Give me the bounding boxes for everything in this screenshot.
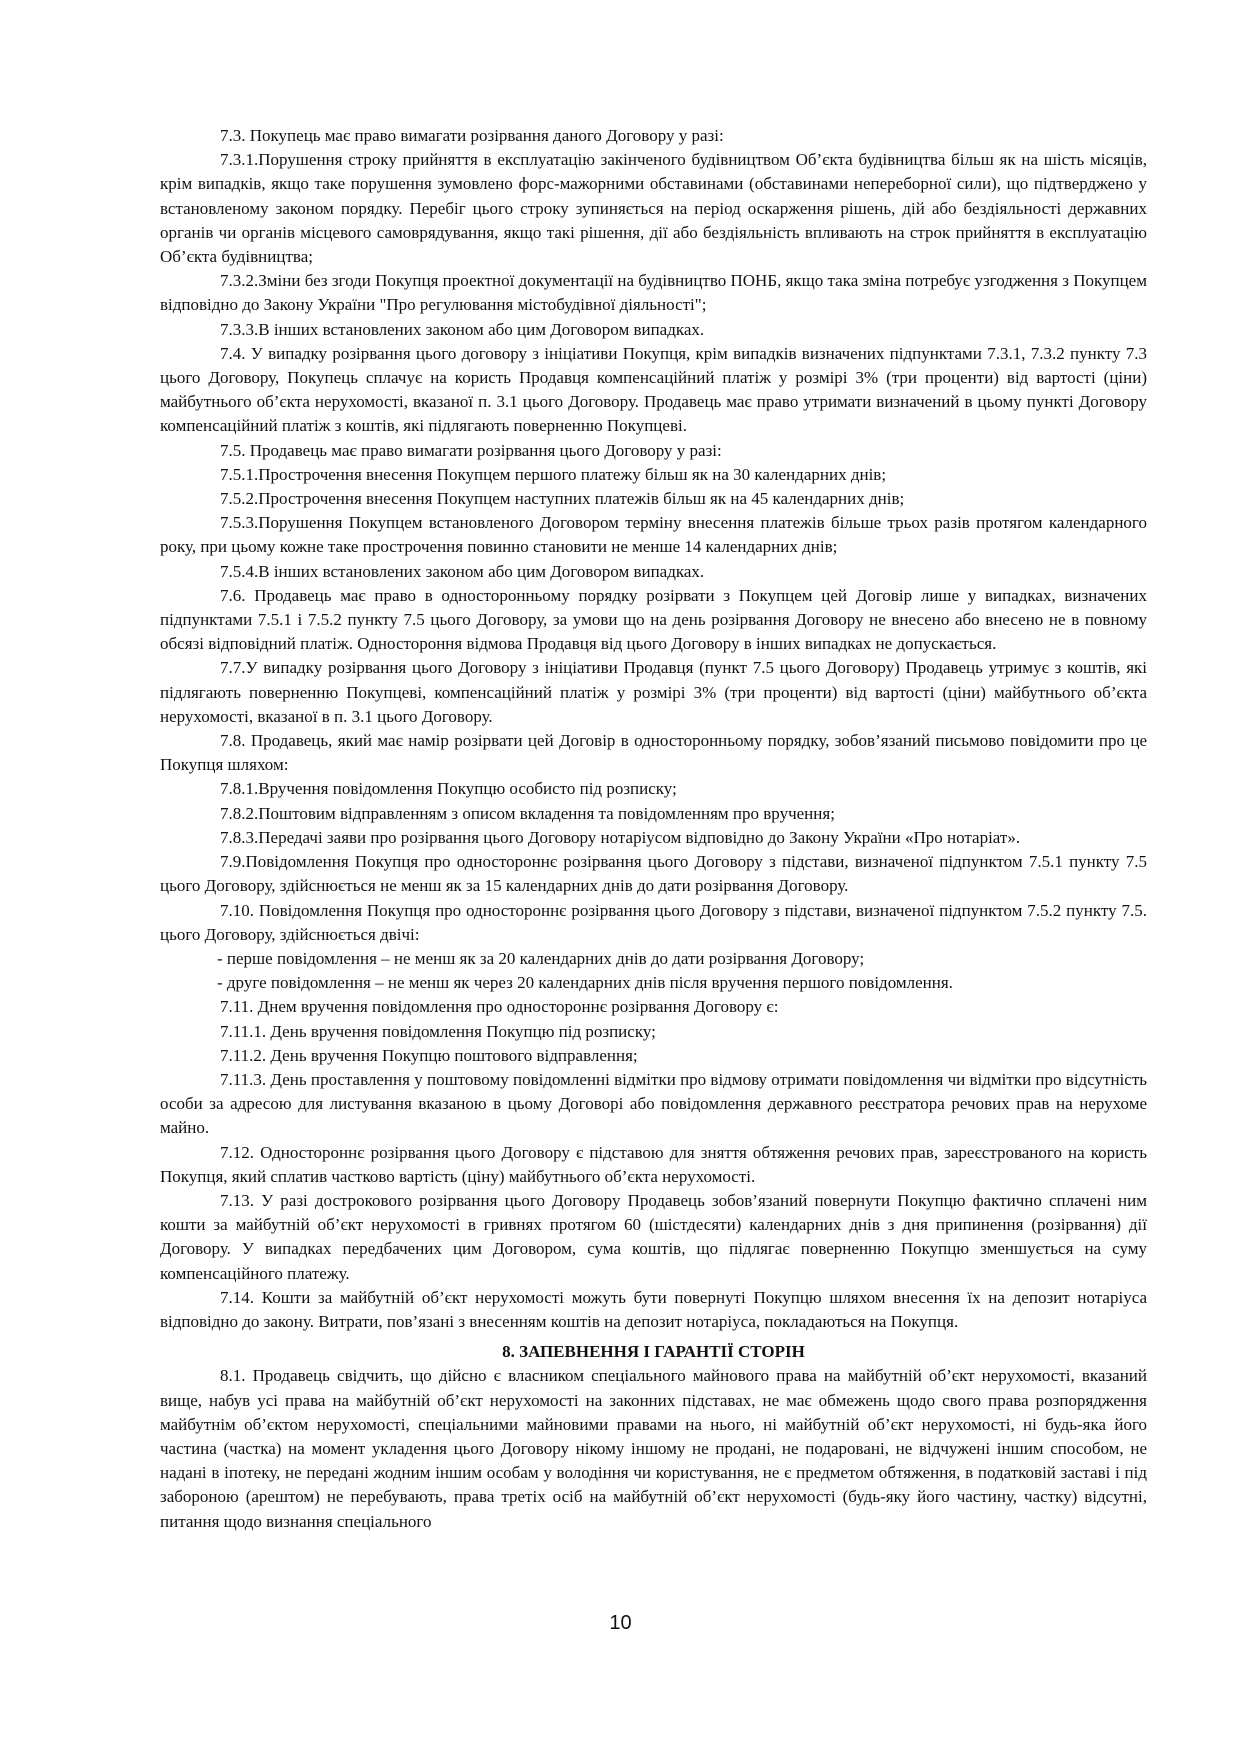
paragraph: 7.6. Продавець має право в односторонньому порядку розірвати з Покупцем цей Договір лише у випадках, визначених підпунктами 7.5.1 і 7.5.2 пункту 7.5 цього Договору, за умови що на день розірвання Договору не внесено або внесено не в повному обсязі відповідний платіж. Одностороння відмова Продавця від цього Договору в інших випадках не допускається. <box>160 585 1147 654</box>
paragraph: 7.5.4.В інших встановлених законом або цим Договором випадках. <box>220 561 705 581</box>
paragraph: 7.4. У випадку розірвання цього договору з ініціативи Покупця, крім випадків визначених підпунктами 7.3.1, 7.3.2 пункту 7.3 цього Договору, Покупець сплачує на користь Продавця компенсаційний платіж у розмірі 3% (три проценти) від вартості (ціни) майбутнього об’єкта нерухомості, вказаної п. 3.1 цього Договору. Продавець має право утримати визначений в цьому пункті Договору компенсаційний платіж з коштів, які підлягають поверненню Покупцеві. <box>160 343 1147 436</box>
paragraph: 7.5. Продавець має право вимагати розірвання цього Договору у разі: <box>220 440 722 460</box>
paragraph: 7.11.1. День вручення повідомлення Покупцю під розписку; <box>220 1021 656 1041</box>
paragraph: 7.13. У разі дострокового розірвання цього Договору Продавець зобов’язаний повернути Покупцю фактично сплачені ним кошти за майбутній об’єкт нерухомості в гривнях протягом 60 (шістдесяти) календарних днів з дня припинення (розірвання) дії Договору. У випадках передбачених цим Договором, сума коштів, що підлягає поверненню Покупцю зменшується на суму компенсаційного платежу. <box>160 1190 1147 1283</box>
section-heading: 8. ЗАПЕВНЕННЯ І ГАРАНТІЇ СТОРІН <box>502 1342 805 1362</box>
paragraph: 7.10. Повідомлення Покупця про одностороннє розірвання цього Договору з підстави, визначеної підпунктом 7.5.2 пункту 7.5. цього Договору, здійснюється двічі: <box>160 900 1147 944</box>
page-number: 10 <box>609 1612 632 1634</box>
bullet-item: - перше повідомлення – не менш як за 20 календарних днів до дати розірвання Договору; <box>217 948 865 968</box>
document-body <box>160 124 1147 1534</box>
paragraph: 7.9.Повідомлення Покупця про одностороннє розірвання цього Договору з підстави, визначеної підпунктом 7.5.1 пункту 7.5 цього Договору, здійснюється не менш як за 15 календарних днів до дати розірвання Договору. <box>160 852 1147 896</box>
paragraph: 7.5.3.Порушення Покупцем встановленого Договором терміну внесення платежів більше трьох разів протягом календарного року, при цьому кожне таке прострочення повинно становити не менше 14 календарних днів; <box>160 513 1147 557</box>
paragraph: 7.8.3.Передачі заяви про розірвання цього Договору нотаріусом відповідно до Закону України «Про нотаріат». <box>220 827 1021 847</box>
paragraph: 7.8.1.Вручення повідомлення Покупцю особисто під розписку; <box>220 779 677 799</box>
paragraph: 7.11. Днем вручення повідомлення про одностороннє розірвання Договору є: <box>220 997 779 1017</box>
paragraph: 7.3.2.Зміни без згоди Покупця проектної документації на будівництво ПОНБ, якщо така зміна потребує узгодження з Покупцем відповідно до Закону України "Про регулювання містобудівної діяльності"; <box>160 271 1147 315</box>
paragraph: 7.3.3.В інших встановлених законом або цим Договором випадках. <box>220 319 705 339</box>
paragraph: 7.5.2.Прострочення внесення Покупцем наступних платежів більш як на 45 календарних днів; <box>220 489 905 509</box>
paragraph: 7.14. Кошти за майбутній об’єкт нерухомості можуть бути повернуті Покупцю шляхом внесення їх на депозит нотаріуса відповідно до закону. Витрати, пов’язані з внесенням коштів на депозит нотаріуса, покладаються на Покупця. <box>160 1287 1147 1331</box>
bullet-item: - друге повідомлення – не менш як через 20 календарних днів після вручення першого повідомлення. <box>217 973 953 993</box>
paragraph: 7.11.3. День проставлення у поштовому повідомленні відмітки про відмову отримати повідомлення чи відмітки про відсутність особи за адресою для листування вказаною в цьому Договорі або повідомлення державного реєстратора речових прав на нерухоме майно. <box>160 1069 1147 1138</box>
paragraph: 7.3. Покупець має право вимагати розірвання даного Договору у разі: <box>220 126 724 145</box>
paragraph: 7.8. Продавець, який має намір розірвати цей Договір в односторонньому порядку, зобов’язаний письмово повідомити про це Покупця шляхом: <box>160 731 1147 775</box>
paragraph: 7.7.У випадку розірвання цього Договору з ініціативи Продавця (пункт 7.5 цього Договору) Продавець утримує з коштів, які підлягають поверненню Покупцеві, компенсаційний платіж у розмірі 3% (три проценти) від вартості (ціни) майбутнього об’єкта нерухомості, вказаної в п. 3.1 цього Договору. <box>160 658 1147 726</box>
paragraph: 7.12. Одностороннє розірвання цього Договору є підставою для зняття обтяження речових прав, зареєстрованого на користь Покупця, який сплатив частково вартість (ціну) майбутнього об’єкта нерухомості. <box>160 1142 1147 1186</box>
paragraph: 7.11.2. День вручення Покупцю поштового відправлення; <box>220 1045 638 1065</box>
paragraph: 7.8.2.Поштовим відправленням з описом вкладення та повідомленням про вручення; <box>220 803 835 823</box>
paragraph: 7.5.1.Прострочення внесення Покупцем першого платежу більш як на 30 календарних днів; <box>220 464 887 484</box>
paragraph: 7.3.1.Порушення строку прийняття в експлуатацію закінченого будівництвом Об’єкта будівництва більш як на шість місяців, крім випадків, якщо таке порушення зумовлено форс-мажорними обставинами (обставинами непереборної сили), що підтверджено у встановленому законом порядку. Перебіг цього строку зупиняється на період оскарження рішень, дій або бездіяльності державних органів чи органів місцевого самоврядування, якщо такі рішення, дії або бездіяльність впливають на строк прийняття в експлуатацію Об’єкта будівництва; <box>160 150 1147 267</box>
paragraph: 8.1. Продавець свідчить, що дійсно є власником спеціального майнового права на майбутній об’єкт нерухомості, вказаний вище, набув усі права на майбутній об’єкт нерухомості на законних підставах, не має обмежень щодо свого права розпорядження майбутнім об’єктом нерухомості, спеціальними майновими правами на нього, ні майбутній об’єкт нерухомості, ні будь-яка його частина (частка) на момент укладення цього Договору нікому іншому не продані, не подаровані, не відчужені іншим способом, не надані в іпотеку, не передані жодним іншим особам у володіння чи користування, не є предметом обтяження, в податковій заставі і під забороною (арештом) не перебувають, права третіх осіб на майбутній об’єкт нерухомості (будь-яку його частину, частку) відсутні, питання щодо визнання спеціального <box>160 1366 1147 1531</box>
